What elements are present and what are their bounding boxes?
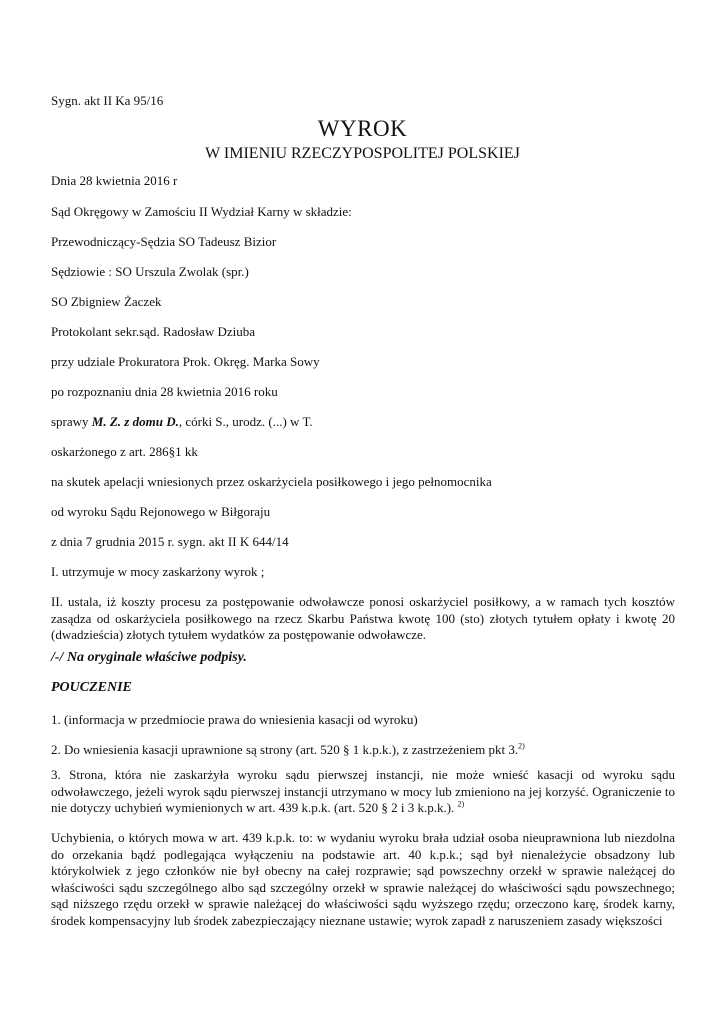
charge: oskarżonego z art. 286§1 kk: [51, 444, 198, 459]
judges: Sędziowie : SO Urszula Zwolak (spr.): [51, 264, 249, 279]
matter-suffix: , córki S., urodz. (...) w T.: [178, 414, 313, 429]
defendant-name: M. Z. z domu D.: [91, 414, 179, 429]
hearing-date: po rozpoznaniu dnia 28 kwietnia 2016 roku: [51, 384, 278, 399]
instruction-2-text: 2. Do wniesienia kasacji uprawnione są strony (art. 520 § 1 k.p.k.), z zastrzeżeniem pkt 3.: [51, 742, 519, 757]
matter-prefix: sprawy: [51, 414, 92, 429]
instruction-3: [51, 767, 675, 817]
document-subtitle: W IMIENIU RZECZYPOSPOLITEJ POLSKIEJ: [205, 145, 520, 162]
case-signature: Sygn. akt II Ka 95/16: [51, 93, 164, 108]
presiding-judge: Przewodniczący-Sędzia SO Tadeusz Bizior: [51, 234, 277, 249]
lower-judgment-date: z dnia 7 grudnia 2015 r. sygn. akt II K 644/14: [51, 534, 289, 549]
court-composition: Sąd Okręgowy w Zamościu II Wydział Karny w składzie:: [51, 204, 352, 219]
footnote-ref: 2): [457, 799, 465, 809]
prosecutor: przy udziale Prokuratora Prok. Okręg. Marka Sowy: [51, 354, 320, 369]
footnote-ref: 2): [518, 741, 525, 751]
instruction-heading: POUCZENIE: [51, 680, 132, 695]
instruction-2: [51, 742, 525, 758]
ruling-point-1: I. utrzymuje w mocy zaskarżony wyrok ;: [51, 564, 265, 579]
instruction-1: 1. (informacja w przedmiocie prawa do wniesienia kasacji od wyroku): [51, 712, 418, 727]
case-matter: [51, 414, 313, 430]
second-judge: SO Zbigniew Żaczek: [51, 294, 162, 309]
document-title: WYROK: [317, 116, 408, 141]
instruction-3-text: 3. Strona, która nie zaskarżyła wyroku sądu pierwszej instancji, nie może wnieść kasacji od wyroku sądu odwoławczego, jeżeli wyrok sądu pierwszej instancji utrzymano w mocy lub zmieniono na jej korzyść. Ograniczenie to nie dotyczy uchybień wymienionych w art. 439 k.p.k. (art. 520 § 2 i 3 k.p.k.).: [51, 767, 675, 815]
instruction-4: Uchybienia, o których mowa w art. 439 k.p.k. to: w wydaniu wyroku brała udział osoba nieuprawniona lub niezdolna do orzekania bądź podlegająca wyłączeniu na podstawie art. 40 k.p.k.; sąd był nienależycie obsadzony lub którykolwiek z jego członków nie był obecny na całej rozprawie; sąd powszechny orzekł w sprawie należącej do właściwości sądu szczególnego albo sąd szczególny orzekł w sprawie należącej do właściwości sądu powszechnego; sąd niższego rzędu orzekł w sprawie należącej do właściwości sądu wyższego rzędu; orzeczono karę, środek karny, środek kompensacyjny lub środek zabezpieczający nieznane ustawie; wyrok zapadł z naruszeniem zasady większości: [51, 830, 675, 928]
ruling-point-2: II. ustala, iż koszty procesu za postępowanie odwoławcze ponosi oskarżyciel posiłkowy, a w ramach tych kosztów zasądza od oskarżyciela posiłkowego na rzecz Skarbu Państwa kwotę 100 (sto) złotych tytułem opłaty i kwotę 20 (dwadzieścia) złotych tytułem wydatków za postępowanie odwoławcze.: [51, 594, 675, 642]
appeal-info: na skutek apelacji wniesionych przez oskarżyciela posiłkowego i jego pełnomocnika: [51, 474, 492, 489]
clerk: Protokolant sekr.sąd. Radosław Dziuba: [51, 324, 255, 339]
judgment-date: Dnia 28 kwietnia 2016 r: [51, 173, 178, 188]
signatures-note: /-/ Na oryginale właściwe podpisy.: [51, 650, 247, 665]
lower-court-judgment: od wyroku Sądu Rejonowego w Biłgoraju: [51, 504, 271, 519]
